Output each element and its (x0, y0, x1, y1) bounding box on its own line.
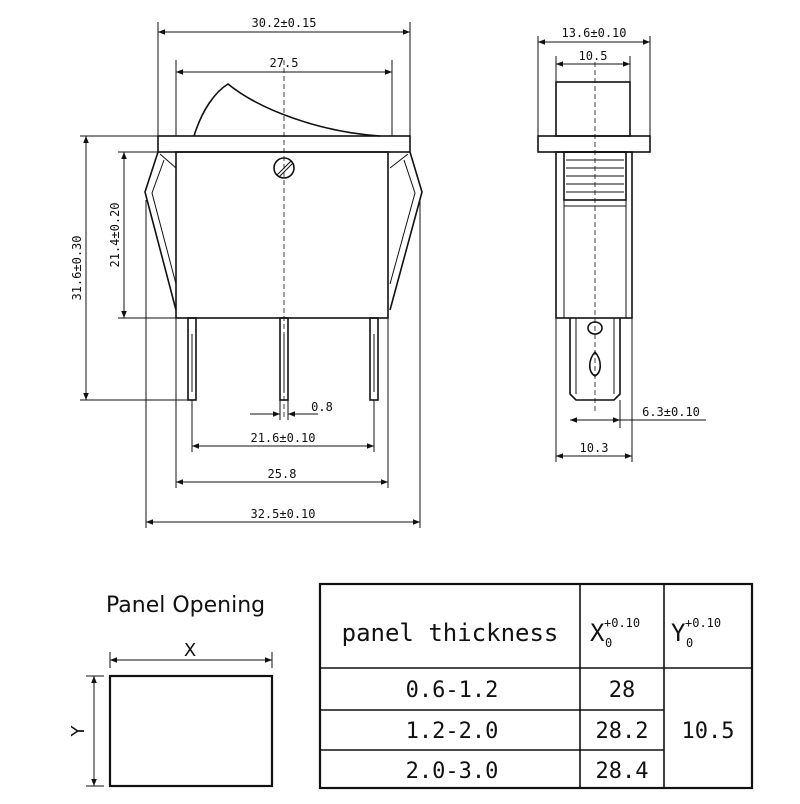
table-header-y-tol-minus: 0 (686, 636, 694, 650)
side-body (556, 152, 632, 318)
dim-terminal-width: 6.3±0.10 (642, 405, 700, 419)
thickness-table (320, 584, 752, 788)
table-header-x-tol-minus: 0 (605, 636, 613, 650)
dim-body-depth: 10.3 (579, 441, 609, 455)
table-border (320, 584, 752, 788)
row-x: 28 (608, 678, 636, 703)
panel-opening-rect (110, 676, 272, 786)
table-row (406, 719, 649, 744)
right-clip (390, 152, 422, 310)
panel-y-label: Y (68, 725, 89, 737)
table-row (406, 678, 636, 703)
row-thickness: 1.2-2.0 (405, 719, 499, 744)
dim-body-height: 21.4±0.20 (108, 202, 122, 268)
row-thickness: 0.6-1.2 (405, 678, 499, 703)
table-header-y-tol-plus: +0.10 (685, 616, 722, 630)
row-thickness: 2.0-3.0 (405, 759, 499, 784)
table-header-thickness: panel thickness (341, 619, 559, 647)
side-rocker (556, 82, 630, 136)
table-y-value: 10.5 (681, 719, 735, 744)
table-header-x: X (590, 619, 605, 647)
terminal-hole-bottom (590, 352, 601, 376)
front-terminals (188, 318, 378, 400)
dim-terminal-thickness: 0.8 (311, 400, 333, 414)
dim-terminal-pitch: 21.6±0.10 (250, 431, 316, 445)
dim-flange-width: 13.6±0.10 (561, 26, 627, 40)
table-row (406, 759, 649, 784)
table-header-y: Y (671, 619, 686, 647)
rocker-cap-outline (194, 84, 380, 136)
panel-opening-title: Panel Opening (106, 593, 266, 618)
front-view (70, 16, 422, 528)
panel-opening (68, 593, 272, 786)
side-view (538, 26, 706, 462)
table-header-x-tol-plus: +0.10 (604, 616, 641, 630)
dim-rocker-width: 10.5 (578, 49, 608, 63)
dim-body-width: 25.8 (267, 467, 297, 481)
dim-overall-width: 30.2±0.15 (251, 16, 317, 30)
side-flange (538, 136, 650, 152)
left-clip (145, 152, 176, 310)
dim-cap-width: 27.5 (269, 56, 299, 70)
dim-total-height: 31.6±0.30 (70, 235, 84, 301)
front-body (176, 152, 388, 318)
dim-clip-width: 32.5±0.10 (250, 507, 316, 521)
row-x: 28.4 (595, 759, 649, 784)
panel-x-label: X (183, 640, 197, 661)
row-x: 28.2 (595, 719, 649, 744)
